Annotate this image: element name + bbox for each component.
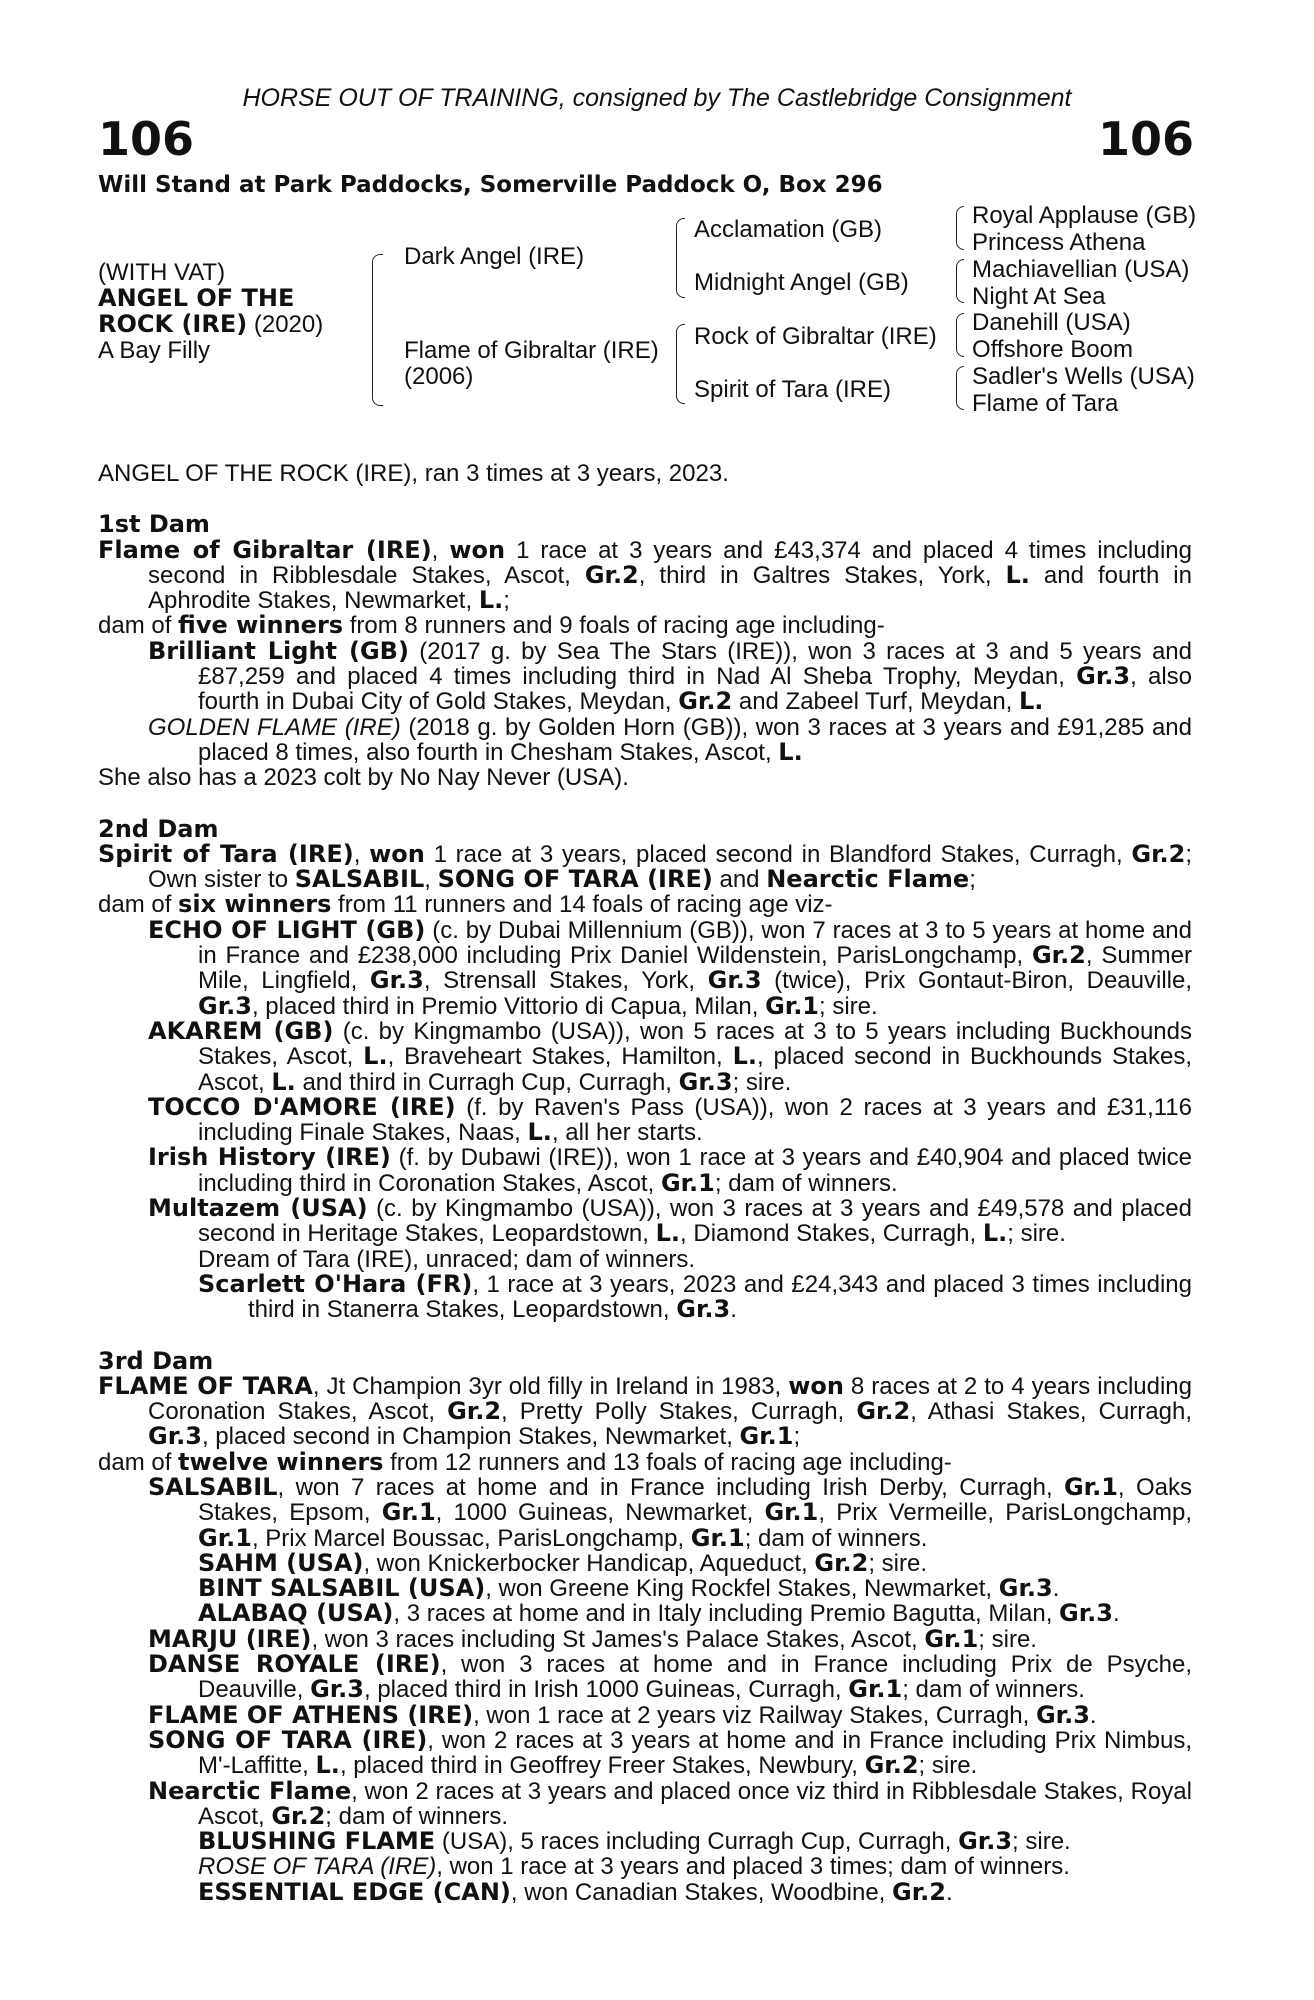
text: from 12 runners and 13 foals of racing age including- — [383, 1448, 952, 1476]
dam-sire: Rock of Gibraltar (IRE) — [694, 323, 937, 350]
text: , Pretty Polly Stakes, Curragh, — [501, 1398, 857, 1426]
dam-dam: Spirit of Tara (IRE) — [694, 376, 891, 403]
vat-note: (WITH VAT) — [98, 259, 226, 286]
progeny-entry — [98, 1776, 1192, 1830]
grade: Gr.2 — [892, 1877, 946, 1906]
third-dam-heading: 3rd Dam — [98, 1346, 214, 1375]
sire-brace — [676, 218, 685, 298]
progeny-entry — [98, 636, 1193, 716]
text: , Diamond Stakes, Curragh, — [680, 1220, 983, 1248]
text: ; sire. — [1007, 1220, 1066, 1248]
text: ; sire. — [918, 1752, 978, 1780]
text: ; sire. — [978, 1625, 1037, 1653]
text: dam of — [98, 1448, 179, 1476]
text: , Strensall Stakes, York, — [423, 967, 708, 995]
text: , 1000 Guineas, Newmarket, — [435, 1499, 765, 1527]
text: ; sire. — [819, 992, 878, 1020]
progeny-entry — [98, 1854, 1192, 1879]
grade: Gr.1 — [381, 1498, 436, 1527]
progeny-entry — [98, 1725, 1193, 1780]
text: , won 2 races at 3 years and placed once viz third in Ribblesdale Stakes, Royal Ascot, — [198, 1777, 1192, 1830]
progeny-entry — [98, 1624, 1192, 1653]
grade: Gr.1 — [739, 1422, 794, 1451]
text: ; dam of winners. — [902, 1676, 1085, 1704]
gen3-dsd: Offshore Boom — [972, 336, 1133, 363]
progeny-name: BINT SALSABIL (USA) — [198, 1574, 486, 1603]
progeny-name: SAHM (USA) — [198, 1548, 364, 1577]
text: . — [730, 1296, 737, 1324]
won-label: won — [369, 839, 425, 868]
text: (2018 g. by Golden Horn (GB)), won 3 races at 3 years and £91,285 and placed 8 times, also fourth in Chesham Stakes, Ascot, — [198, 713, 1192, 766]
text: , won 3 races including St James's Palace Stakes, Ascot, — [311, 1625, 925, 1653]
progeny-name: MARJU (IRE) — [148, 1624, 312, 1653]
text: , Jt Champion 3yr old filly in Ireland in 1983, — [312, 1372, 789, 1400]
text: (2017 g. by Sea The Stars (IRE)), won 3 races at 3 and 5 years and £87,259 and placed 4 times including third in Nad Al Sheba Trophy, Meydan, — [198, 637, 1193, 691]
grade: Gr.1 — [848, 1675, 903, 1704]
grand-progeny-entry — [98, 1601, 1192, 1626]
progeny-entry — [98, 1472, 1192, 1552]
progeny-name: Brilliant Light (GB) — [148, 636, 409, 665]
grade: Gr.3 — [958, 1827, 1013, 1856]
progeny-name: ESSENTIAL EDGE (CAN) — [198, 1877, 511, 1906]
won-label: won — [449, 535, 506, 564]
grade: Gr.1 — [690, 1523, 745, 1552]
grade: Gr.1 — [765, 991, 820, 1020]
gen3-brace-4 — [956, 366, 964, 410]
horse-description: A Bay Filly — [98, 337, 211, 364]
grade: Gr.3 — [998, 1574, 1053, 1603]
third-dam-entry — [98, 1371, 1192, 1451]
gen3-sdd: Night At Sea — [972, 283, 1106, 310]
text: , placed third in Geoffrey Freer Stakes, Newbury, — [339, 1752, 865, 1780]
grade: Gr.3 — [1035, 1700, 1090, 1729]
dam-year: (2006) — [404, 363, 474, 390]
dam: Flame of Gibraltar (IRE) — [404, 337, 659, 364]
text: . — [1052, 1575, 1060, 1603]
text: , placed third in Premio Vittorio di Capua, Milan, — [251, 992, 766, 1020]
progeny-name: TOCCO D'AMORE (IRE) — [148, 1092, 456, 1121]
grade: Gr.1 — [924, 1624, 979, 1653]
text: and third in Curragh Cup, Curragh, — [295, 1068, 679, 1096]
progeny-entry — [98, 715, 1192, 766]
text: dam of — [98, 612, 179, 640]
grade: L. — [655, 1219, 681, 1248]
text: ; — [503, 587, 510, 615]
catalogue-body — [98, 461, 1192, 1905]
grade: L. — [778, 737, 803, 766]
grade: Gr.2 — [814, 1548, 869, 1577]
text: . — [945, 1878, 953, 1906]
gen3-sds: Machiavellian (USA) — [972, 256, 1190, 283]
grade: Gr.2 — [856, 1397, 911, 1426]
grade: Gr.2 — [271, 1801, 326, 1830]
text: from 11 runners and 14 foals of racing age viz- — [331, 891, 833, 919]
text: (f. by Dubawi (IRE)), won 1 race at 3 years and £40,904 and placed twice including third in Coronation Stakes, Ascot, — [198, 1144, 1192, 1197]
winners-count: six winners — [178, 890, 332, 919]
text: 1 race at 3 years, placed second in Blandford Stakes, Curragh, — [424, 840, 1132, 868]
first-dam-produce — [98, 613, 1192, 638]
text: ; — [793, 1423, 801, 1451]
grade: Gr.1 — [660, 1168, 715, 1197]
text: and — [712, 866, 767, 894]
text: from 8 runners and 9 foals of racing age including- — [343, 612, 885, 640]
progeny-name: SONG OF TARA (IRE) — [148, 1725, 428, 1754]
sire-sire: Acclamation (GB) — [694, 216, 883, 243]
first-dam-heading: 1st Dam — [98, 510, 210, 539]
sibling-name: SONG OF TARA (IRE) — [437, 865, 713, 894]
gen3-dss: Danehill (USA) — [972, 309, 1131, 336]
grand-progeny-entry — [98, 1877, 1192, 1906]
text: , won 1 race at 2 years viz Railway Stakes, Curragh, — [473, 1701, 1036, 1729]
grade: Gr.3 — [310, 1675, 364, 1704]
grand-progeny-entry — [98, 1829, 1192, 1854]
grade: Gr.2 — [447, 1397, 502, 1426]
second-dam-produce — [98, 892, 1192, 917]
text: ; sire. — [732, 1068, 792, 1096]
text: . — [1112, 1600, 1120, 1628]
grade: Gr.2 — [584, 560, 639, 589]
winners-count: five winners — [178, 611, 344, 640]
grade: Gr.2 — [678, 687, 733, 716]
grade: Gr.3 — [678, 1067, 733, 1096]
text: , all her starts. — [551, 1119, 703, 1147]
sibling-name: SALSABIL — [294, 865, 425, 894]
text: , won 1 race at 3 years and placed 3 times; dam of winners. — [436, 1853, 1070, 1881]
second-dam-entry: Spirit of Tara (IRE), won 1 race at 3 years, placed second in Blandford Stakes, Curragh, Gr.2; Own sister to SALSABIL, SONG OF TARA (IRE) and Nearctic Flame; — [98, 839, 1192, 894]
progeny-name: ROSE OF TARA (IRE) — [198, 1853, 437, 1881]
text: , won Canadian Stakes, Woodbine, — [510, 1878, 893, 1906]
grade: Gr.1 — [1063, 1472, 1118, 1501]
text: . — [1089, 1701, 1097, 1729]
grade: Gr.3 — [707, 966, 762, 995]
progeny-name: Irish History (IRE) — [148, 1143, 391, 1172]
gen3-sss: Royal Applause (GB) — [972, 202, 1197, 229]
progeny-name: Nearctic Flame — [148, 1776, 352, 1805]
sibling-name: Nearctic Flame — [766, 865, 970, 894]
grade: Gr.3 — [148, 1422, 202, 1451]
won-label: won — [788, 1371, 844, 1400]
progeny-name: ECHO OF LIGHT (GB) — [148, 915, 426, 944]
grade: Gr.2 — [864, 1751, 919, 1780]
text: , won 7 races at home and in France including Irish Derby, Curragh, — [277, 1473, 1064, 1501]
second-dam-name: Spirit of Tara (IRE) — [98, 839, 354, 868]
progeny-name: BLUSHING FLAME — [198, 1827, 436, 1856]
gen3-brace-3 — [956, 313, 964, 357]
text: ; dam of winners. — [714, 1169, 898, 1197]
pedigree-brace — [372, 254, 383, 406]
progeny-entry — [98, 1196, 1192, 1247]
text: (c. by Dubai Millennium (GB)), won 7 races at 3 to 5 years at home and in France and £238,000 including Prix Daniel Wildenstein, ParisLongchamp, — [198, 916, 1193, 970]
text: and Zabeel Turf, Meydan, — [732, 688, 1019, 716]
progeny-entry — [98, 915, 1193, 1020]
text: , won Greene King Rockfel Stakes, Newmarket, — [485, 1575, 999, 1603]
progeny-entry: Dream of Tara (IRE), unraced; dam of winners. — [198, 1245, 696, 1273]
text: ; — [969, 866, 976, 894]
progeny-entry — [98, 1652, 1192, 1703]
grade: L. — [1005, 560, 1030, 589]
gen3-ssd: Princess Athena — [972, 229, 1146, 256]
text: , Oaks Stakes, Epsom, — [198, 1473, 1192, 1527]
third-dam-produce — [98, 1447, 1192, 1476]
grade: L. — [732, 1042, 758, 1071]
text: , — [424, 866, 438, 894]
text: , won Knickerbocker Handicap, Aqueduct, — [363, 1549, 815, 1577]
sire-dam: Midnight Angel (GB) — [694, 269, 909, 296]
text: (c. by Kingmambo (USA)), won 5 races at 3 to 5 years including Buckhounds Stakes, Ascot, — [198, 1017, 1192, 1071]
text: , won 3 races at home and in France including Prix de Psyche, Deauville, — [198, 1651, 1192, 1704]
first-dam-name: Flame of Gibraltar (IRE) — [98, 535, 432, 564]
text: ; Own sister to — [148, 840, 1192, 894]
text: , placed third in Irish 1000 Guineas, Curragh, — [364, 1676, 849, 1704]
text: , placed second in Champion Stakes, Newmarket, — [201, 1423, 740, 1451]
grade: L. — [315, 1751, 340, 1780]
text: , also fourth in Dubai City of Gold Stakes, Meydan, — [198, 663, 1192, 716]
grade: L. — [982, 1219, 1008, 1248]
second-dam-heading: 2nd Dam — [98, 814, 219, 843]
winners-count: twelve winners — [178, 1447, 384, 1476]
grade: Gr.1 — [764, 1498, 819, 1527]
grade: L. — [478, 586, 504, 615]
text: dam of — [98, 891, 179, 919]
lot-number-right: 106 — [1097, 112, 1194, 166]
progeny-entry — [98, 1700, 1192, 1729]
progeny-name: AKAREM (GB) — [148, 1016, 334, 1045]
progeny-name: Scarlett O'Hara (FR) — [198, 1269, 473, 1298]
grand-progeny-entry — [98, 1269, 1193, 1324]
text: (USA), 5 races including Curragh Cup, Curragh, — [435, 1828, 959, 1856]
text: , Prix Marcel Boussac, ParisLongchamp, — [251, 1524, 691, 1552]
text: ; sire. — [868, 1549, 928, 1577]
horse-year: (2020) — [247, 311, 324, 338]
grade: Gr.3 — [369, 966, 424, 995]
progeny-entry — [98, 1016, 1193, 1096]
grade: L. — [271, 1067, 296, 1096]
text: ; dam of winners. — [744, 1524, 928, 1552]
gen3-dds: Sadler's Wells (USA) — [972, 363, 1195, 390]
grade: Gr.3 — [1076, 662, 1131, 691]
text: , placed second in Buckhounds Stakes, Ascot, — [198, 1043, 1193, 1096]
text: ; sire. — [1012, 1828, 1071, 1856]
gen3-ddd: Flame of Tara — [972, 390, 1119, 417]
stand-location: Will Stand at Park Paddocks, Somerville Paddock O, Box 296 — [98, 172, 883, 198]
intro-line: ANGEL OF THE ROCK (IRE), ran 3 times at 3 years, 2023. — [98, 460, 729, 487]
gen3-brace-2 — [956, 259, 964, 303]
text: ; dam of winners. — [325, 1802, 509, 1830]
text: (f. by Raven's Pass (USA)), won 2 races at 3 years and £31,116 including Finale Stakes, Naas, — [198, 1093, 1192, 1147]
progeny-entry — [98, 1145, 1192, 1196]
grade: Gr.2 — [1131, 839, 1186, 868]
horse-name-line2: ROCK (IRE) — [98, 310, 248, 338]
text: (twice), Prix Gontaut-Biron, Deauville, — [761, 967, 1193, 995]
text: 8 races at 2 to 4 years including Coronation Stakes, Ascot, — [148, 1372, 1192, 1426]
grade: Gr.3 — [1059, 1599, 1113, 1628]
gen3-brace-1 — [956, 206, 964, 250]
grade: L. — [363, 1042, 388, 1071]
grand-progeny-entry — [98, 1576, 1192, 1601]
progeny-name: SALSABIL — [148, 1472, 278, 1501]
also-has-line: She also has a 2023 colt by No Nay Never (USA). — [98, 764, 629, 792]
text: 1 race at 3 years and £43,374 and placed 4 times including second in Ribblesdale Stakes, Ascot, — [148, 536, 1192, 589]
text: , Summer Mile, Lingfield, — [198, 942, 1192, 995]
text: (c. by Kingmambo (USA)), won 3 races at 3 years and £49,578 and placed second in Heritage Stakes, Leopardstown, — [198, 1195, 1192, 1248]
consignment-header: HORSE OUT OF TRAINING, consigned by The Castlebridge Consignment — [242, 84, 1072, 112]
dam-brace — [676, 324, 685, 404]
horse-name-line1: ANGEL OF THE — [98, 284, 295, 312]
progeny-entry — [98, 1092, 1192, 1147]
first-dam-entry: Flame of Gibraltar (IRE), won 1 race at 3 years and £43,374 and placed 4 times including second in Ribblesdale Stakes, Ascot, Gr.2, third in Galtres Stakes, York, L. and fourth in Aphrodite Stakes, Newmarket, L.; — [98, 535, 1192, 615]
text: and fourth in Aphrodite Stakes, Newmarket, — [148, 561, 1192, 615]
grade: Gr.1 — [198, 1523, 252, 1552]
grade: Gr.2 — [1031, 941, 1086, 970]
grade: Gr.3 — [676, 1295, 731, 1324]
grand-progeny-entry — [98, 1548, 1192, 1577]
progeny-name: DANSE ROYALE (IRE) — [148, 1650, 441, 1679]
grade: L. — [527, 1118, 552, 1147]
text: , 1 race at 3 years, 2023 and £24,343 and placed 3 times including third in Stanerra Stakes, Leopardstown, — [248, 1270, 1193, 1324]
grade: L. — [1019, 687, 1044, 716]
text: , Braveheart Stakes, Hamilton, — [387, 1043, 733, 1071]
grade: Gr.3 — [198, 991, 252, 1020]
text: , Athasi Stakes, Curragh, — [910, 1398, 1192, 1426]
sire: Dark Angel (IRE) — [404, 243, 585, 270]
progeny-name: Multazem (USA) — [148, 1194, 368, 1223]
text: , third in Galtres Stakes, York, — [638, 561, 1006, 589]
progeny-name: GOLDEN FLAME (IRE) — [148, 713, 401, 741]
horse-name-line2-wrap — [98, 310, 323, 339]
progeny-name: FLAME OF ATHENS (IRE) — [148, 1700, 474, 1729]
text: , 3 races at home and in Italy including Premio Bagutta, Milan, — [393, 1600, 1060, 1628]
text: , Prix Vermeille, ParisLongchamp, — [818, 1499, 1192, 1527]
text: , won 2 races at 3 years at home and in France including Prix Nimbus, M'-Laffitte, — [198, 1726, 1193, 1780]
third-dam-name: FLAME OF TARA — [98, 1371, 313, 1400]
lot-number-left: 106 — [98, 112, 195, 166]
progeny-name: ALABAQ (USA) — [198, 1599, 394, 1628]
